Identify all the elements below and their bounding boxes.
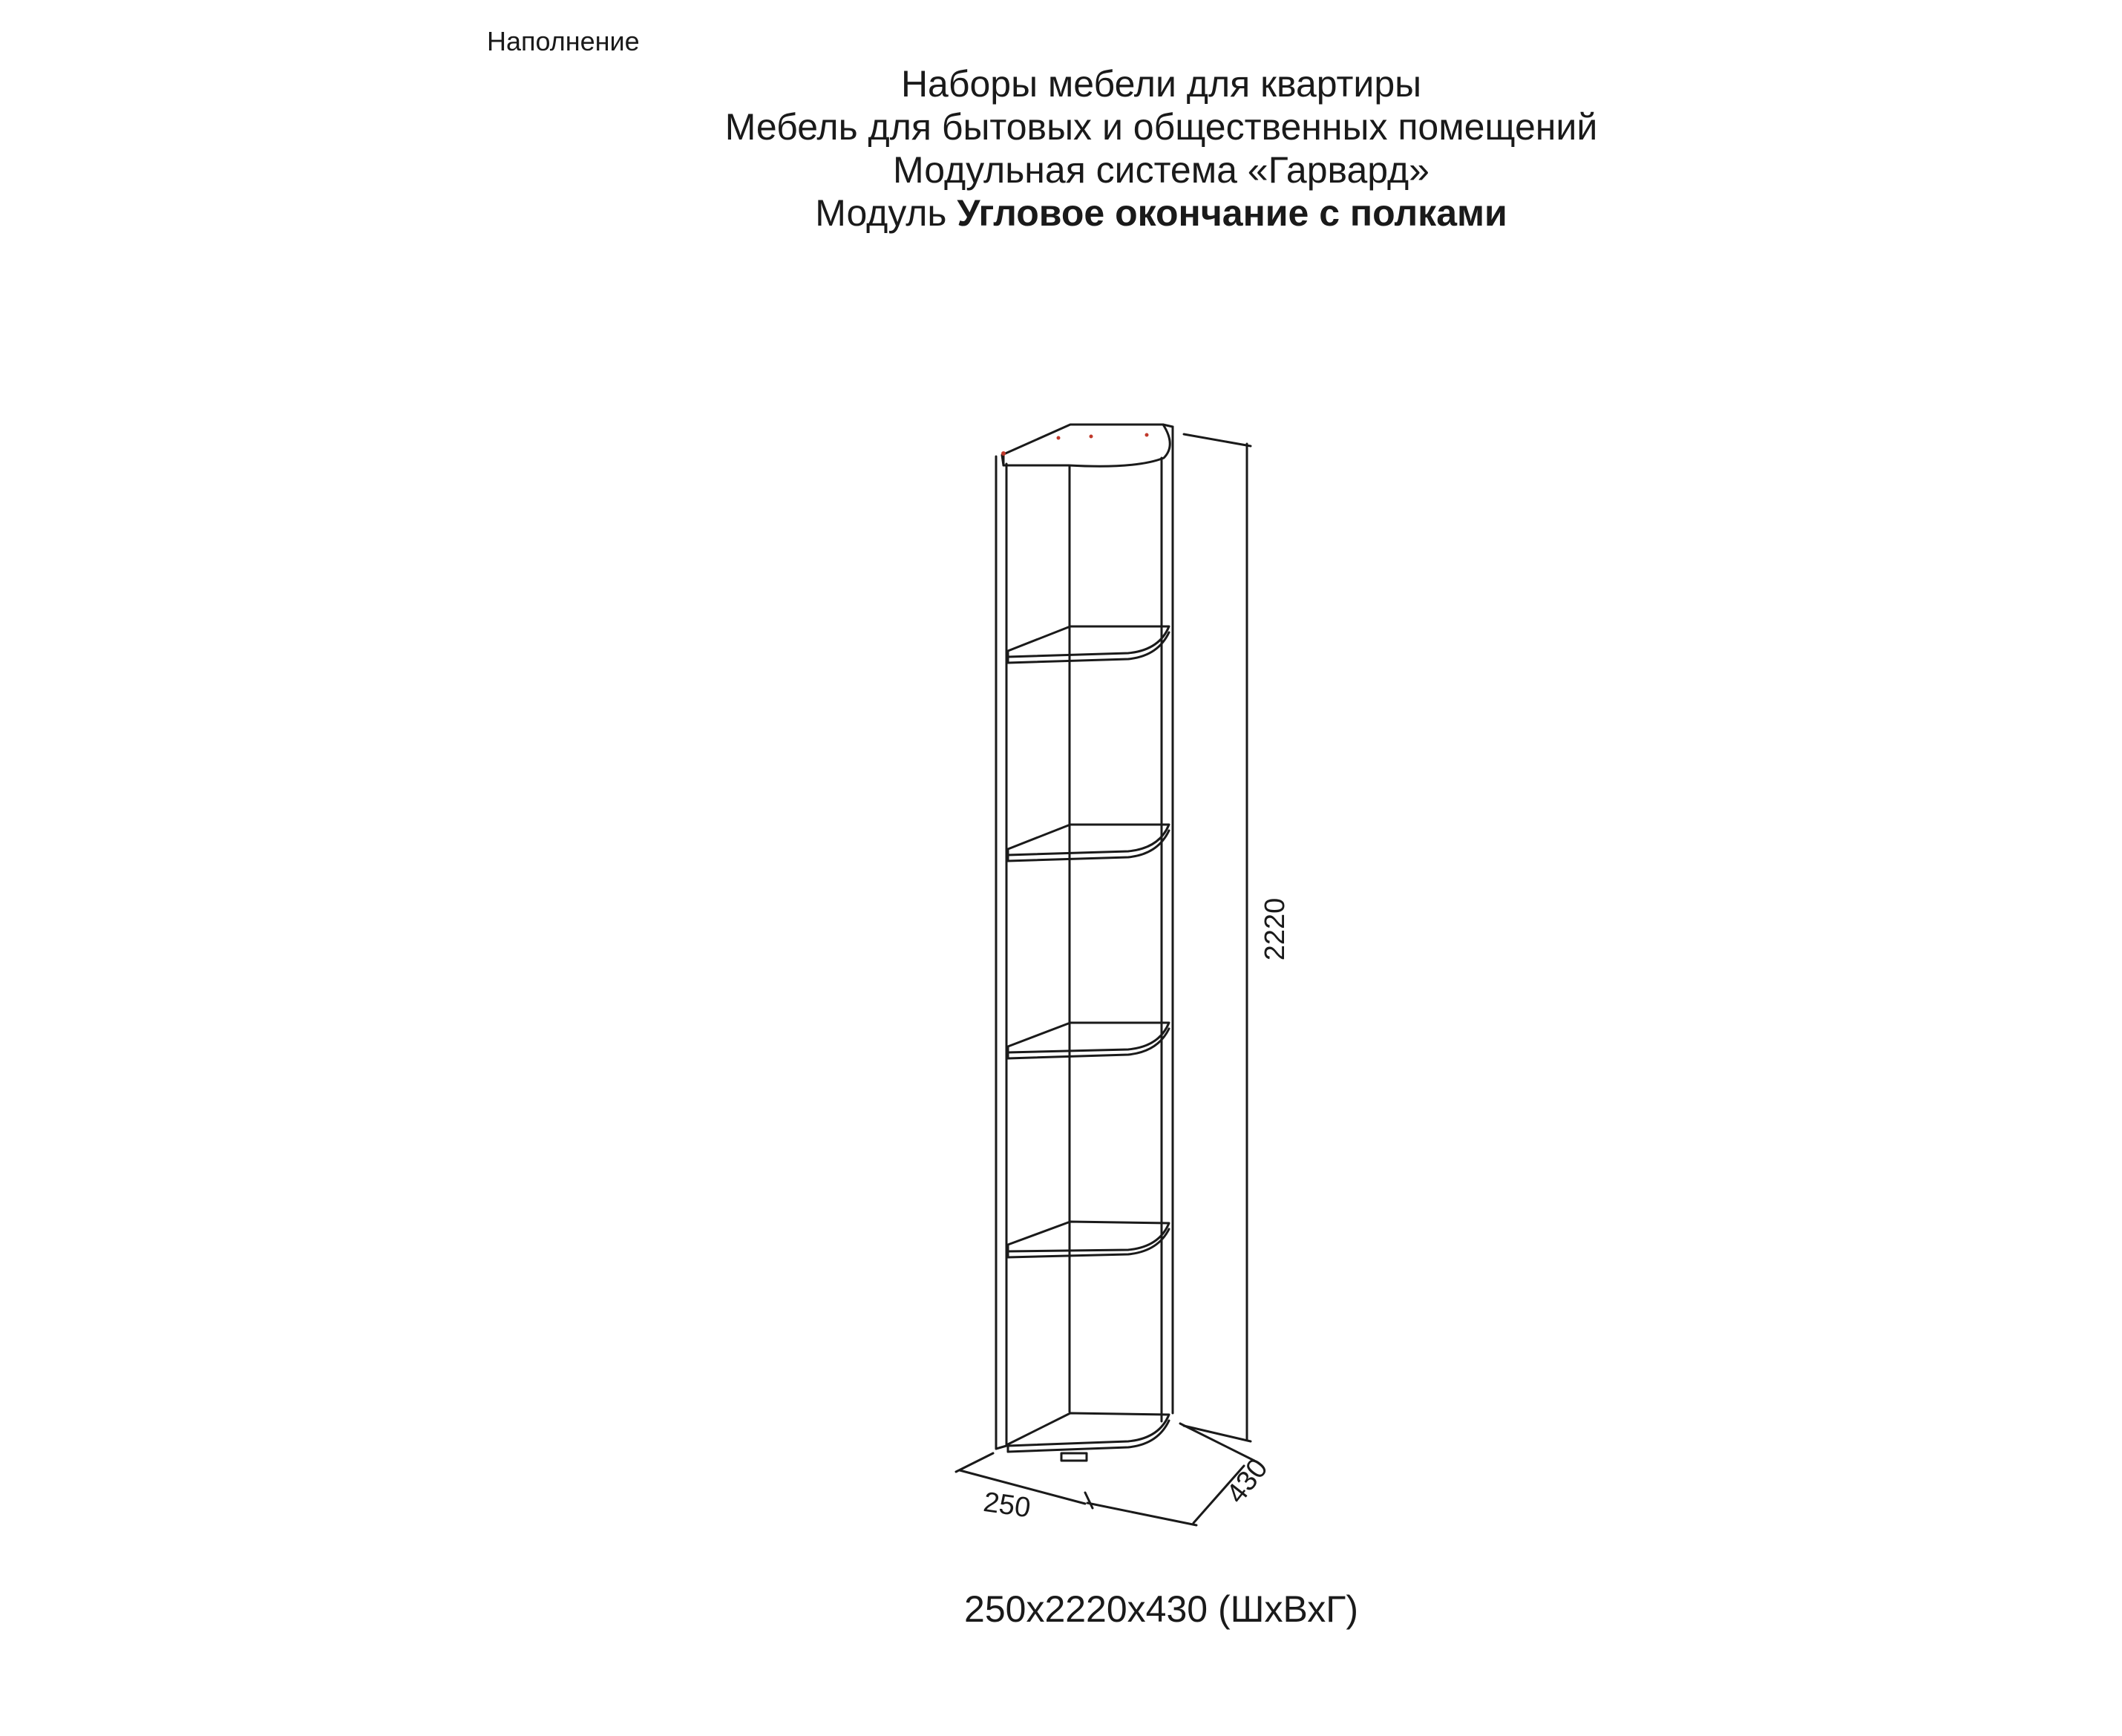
title-line-2: Мебель для бытовых и общественных помещений: [724, 106, 1598, 148]
right-side-panel: [1162, 425, 1173, 1421]
shelf-3: [1008, 1023, 1169, 1058]
shelf-1: [1008, 626, 1169, 663]
section-label: Наполнение: [487, 26, 640, 56]
height-dimension-label: 2220: [1260, 897, 1291, 961]
dimensions-caption: [0, 1587, 2122, 1631]
left-post: [996, 456, 1006, 1449]
depth-dimension-label: 430: [1220, 1452, 1274, 1510]
top-panel: [1002, 425, 1170, 466]
shelf-2: [1008, 825, 1169, 861]
width-dimension-label: 250: [981, 1486, 1032, 1524]
support-foot: [1061, 1453, 1087, 1461]
title-line-3: Модульная система «Гарвард»: [893, 149, 1430, 191]
height-dimension-line: [1184, 434, 1251, 1441]
depth-dimension-line: [1087, 1424, 1254, 1525]
module-prefix: Модуль: [815, 192, 957, 234]
dimensions-caption-text: 250x2220x430 (ШхВхГ): [964, 1588, 1358, 1630]
bottom-panel: [1008, 1413, 1169, 1461]
module-name: Угловое окончание с полками: [957, 192, 1507, 234]
title-line-1: Наборы мебели для квартиры: [900, 63, 1422, 105]
shelf-4: [1008, 1222, 1169, 1257]
